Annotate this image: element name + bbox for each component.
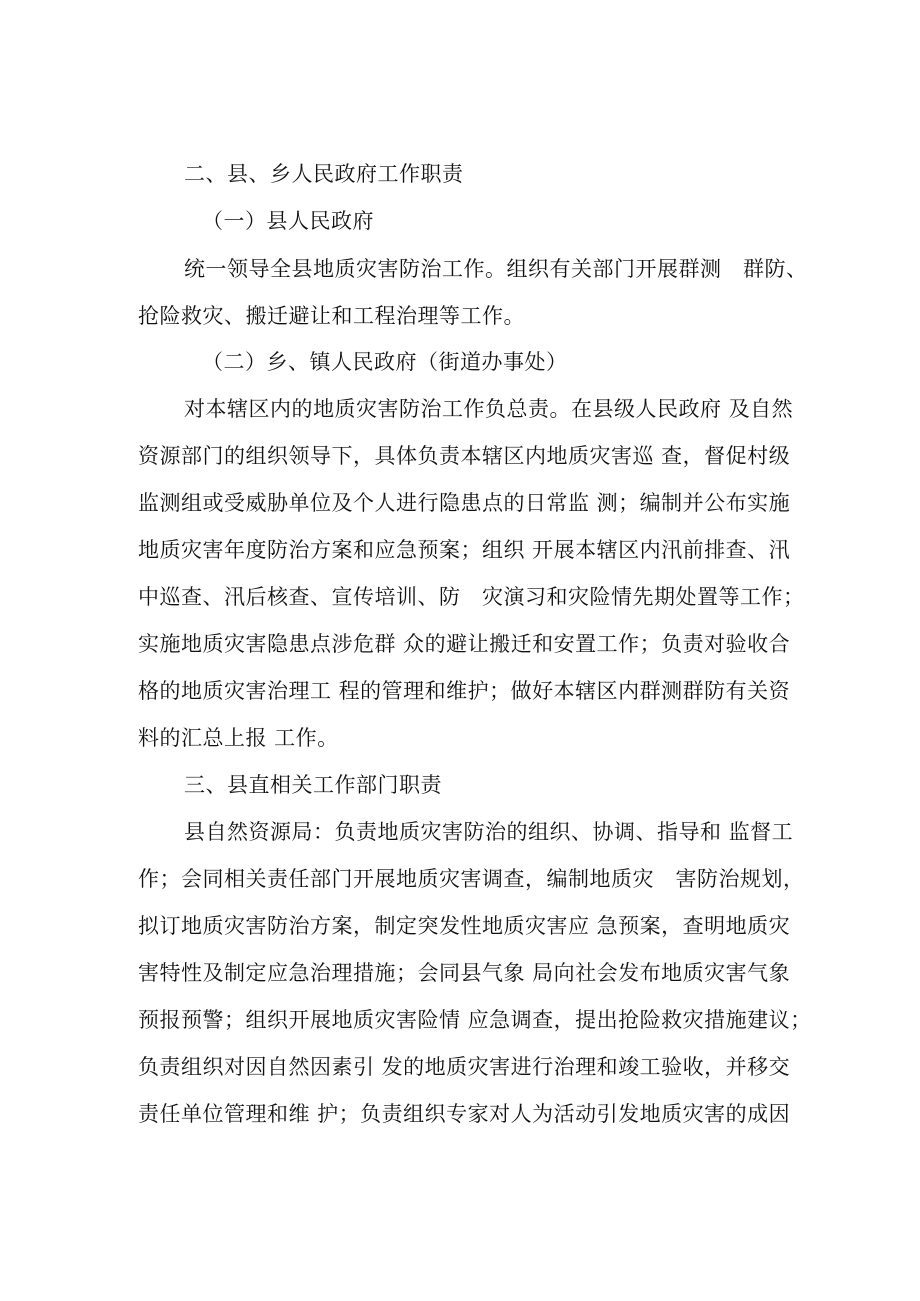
paragraph-line: 资源部门的组织领导下，具体负责本辖区内地质灾害巡 查，督促村级 — [138, 444, 791, 468]
paragraph-line: 实施地质灾害隐患点涉危群 众的避让搬迁和安置工作；负责对验收合 — [138, 632, 791, 656]
subsection-heading-county-government: （一）县人民政府 — [202, 209, 374, 233]
section-heading-3: 三、县直相关工作部门职责 — [184, 773, 442, 797]
paragraph-line: 抢险救灾、搬迁避让和工程治理等工作。 — [138, 304, 525, 328]
paragraph-line: 地质灾害年度防治方案和应急预案；组织 开展本辖区内汛前排查、汛 — [138, 538, 791, 562]
subsection-heading-township-government: （二）乡、镇人民政府（街道办事处） — [202, 350, 568, 374]
paragraph-line: 格的地质灾害治理工 程的管理和维护；做好本辖区内群测群防有关资 — [138, 679, 791, 703]
section-heading-2: 二、县、乡人民政府工作职责 — [184, 162, 464, 186]
paragraph-line: 预报预警；组织开展地质灾害险情 应急调查，提出抢险救灾措施建议； — [138, 1008, 812, 1032]
paragraph-line: 责任单位管理和维 护；负责组织专家对人为活动引发地质灾害的成因 — [138, 1102, 791, 1126]
paragraph-line: 监测组或受威胁单位及个人进行隐患点的日常监 测；编制并公布实施 — [138, 491, 791, 515]
paragraph-line: 县自然资源局：负责地质灾害防治的组织、协调、指导和 监督工 — [184, 820, 794, 844]
paragraph-line: 中巡查、汛后核查、宣传培训、防 灾演习和灾险情先期处置等工作； — [138, 585, 805, 609]
paragraph-line: 害特性及制定应急治理措施；会同县气象 局向社会发布地质灾害气象 — [138, 961, 791, 985]
paragraph-line: 统一领导全县地质灾害防治工作。组织有关部门开展群测 群防、 — [184, 257, 808, 281]
paragraph-line: 拟订地质灾害防治方案，制定突发性地质灾害应 急预案，查明地质灾 — [138, 914, 791, 938]
paragraph-line: 作；会同相关责任部门开展地质灾害调查，编制地质灾 害防治规划， — [138, 867, 805, 891]
paragraph-line: 对本辖区内的地质灾害防治工作负总责。在县级人民政府 及自然 — [184, 397, 794, 421]
paragraph-line: 负责组织对因自然因素引 发的地质灾害进行治理和竣工验收，并移交 — [138, 1055, 791, 1079]
paragraph-line: 料的汇总上报 工作。 — [138, 726, 339, 750]
